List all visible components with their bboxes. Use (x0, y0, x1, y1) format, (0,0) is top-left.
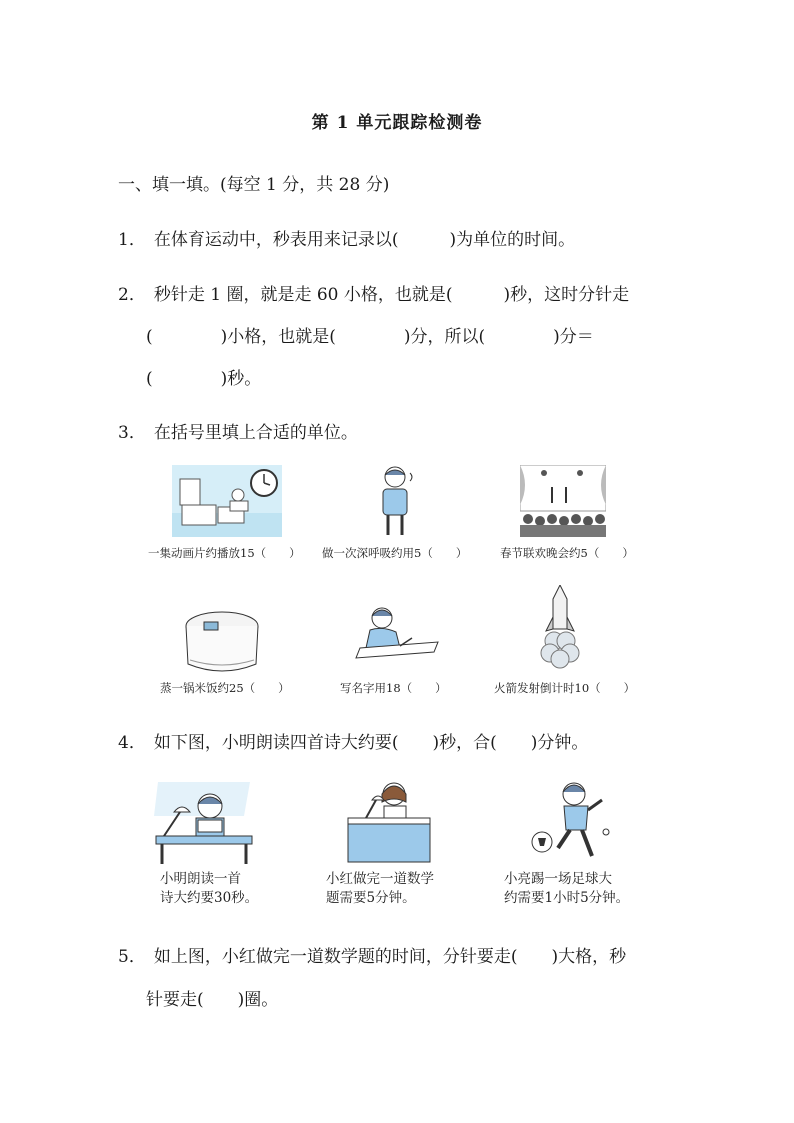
caption-xiaohong (326, 870, 434, 908)
question-text: 如下图，小明朗读四首诗大约要( )秒，合( )分钟。 (153, 733, 589, 753)
caption-rocket: 火箭发射倒计时10（ ） (494, 681, 636, 695)
caption-line: 约需要1小时5分钟。 (504, 890, 630, 906)
caption-gala: 春节联欢晚会约5（ ） (500, 546, 634, 560)
caption-line: 小明朗读一首 (160, 871, 241, 887)
question-2 (118, 280, 629, 305)
caption-rice: 蒸一锅米饭约25（ ） (160, 681, 290, 695)
question-number: 5． (118, 947, 146, 967)
tv-room-illustration (172, 465, 282, 537)
question-text: 在体育运动中，秒表用来记录以( )为单位的时间。 (153, 230, 576, 250)
question-number: 2． (118, 285, 146, 305)
boy-playing-soccer-illustration (530, 776, 610, 862)
question-5-line2: 针要走( )圈。 (146, 990, 279, 1010)
rice-cooker-illustration (182, 608, 262, 676)
caption-line: 题需要5分钟。 (326, 890, 416, 906)
caption-xiaoliang (504, 870, 629, 908)
page-title: 第 1 单元跟踪检测卷 (311, 113, 483, 133)
question-5 (118, 942, 626, 967)
rocket-launch-illustration (540, 585, 580, 669)
question-text-line1: 如上图，小红做完一道数学题的时间，分针要走( )大格，秒 (153, 947, 627, 967)
boy-breathing-illustration (370, 465, 420, 537)
caption-cartoon: 一集动画片约播放15（ ） (148, 546, 301, 560)
girl-doing-math-illustration (346, 776, 432, 866)
caption-xiaoming (160, 870, 258, 908)
caption-line: 小亮踢一场足球大 (504, 871, 612, 887)
caption-line: 诗大约要30秒。 (160, 890, 259, 906)
question-text-line1: 秒针走 1 圈，就是走 60 小格，也就是( )秒，这时分针走 (153, 285, 630, 305)
boy-reading-illustration (152, 776, 256, 866)
question-number: 4． (118, 733, 146, 753)
section-heading: 一、填一填。(每空 1 分，共 28 分) (118, 175, 390, 195)
question-number: 3． (118, 423, 146, 443)
question-1 (118, 225, 575, 250)
question-4 (118, 728, 588, 753)
question-3 (118, 418, 358, 443)
caption-breath: 做一次深呼吸约用5（ ） (322, 546, 468, 560)
caption-line: 小红做完一道数学 (326, 871, 434, 887)
stage-gala-illustration (520, 465, 606, 537)
caption-name: 写名字用18（ ） (340, 681, 447, 695)
question-2-line3: ( )秒。 (146, 369, 262, 389)
question-2-line2: ( )小格，也就是( )分，所以( )分＝ (146, 327, 594, 347)
question-number: 1． (118, 230, 146, 250)
boy-writing-illustration (340, 604, 440, 664)
question-text: 在括号里填上合适的单位。 (153, 423, 358, 443)
